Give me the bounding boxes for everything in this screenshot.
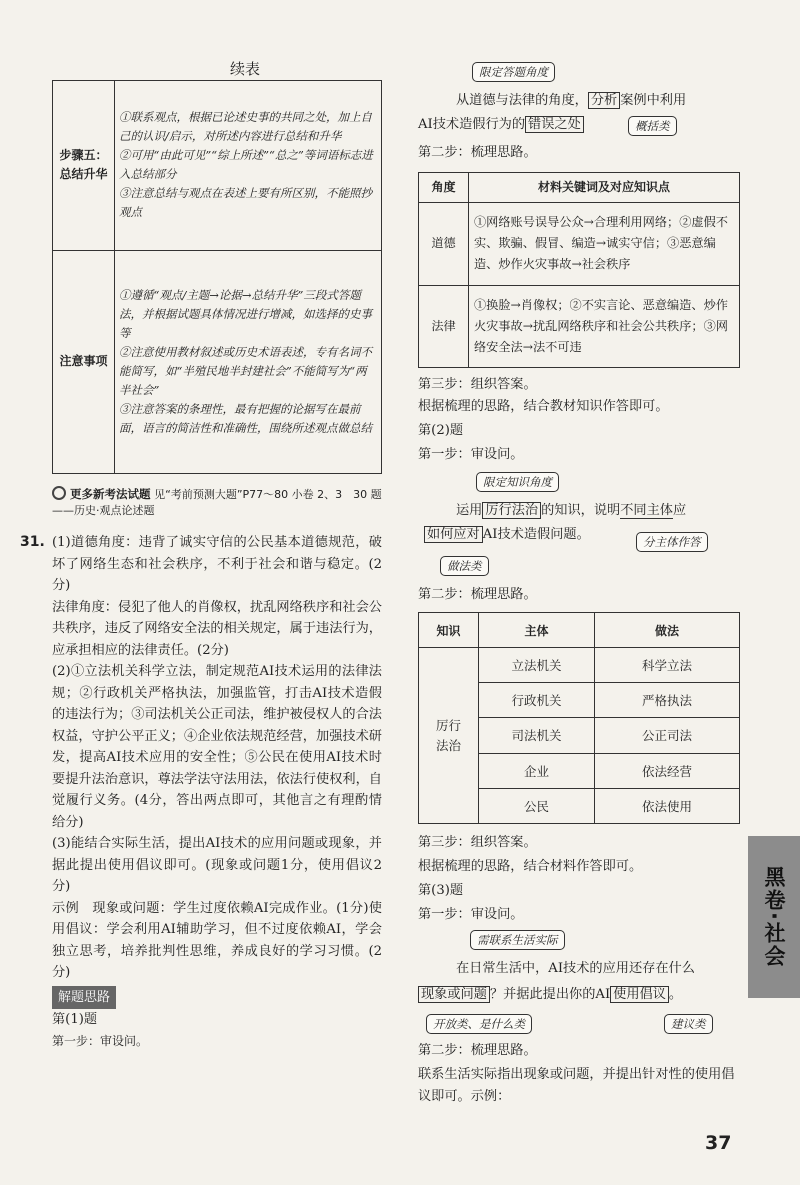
tag-method: 做法类 xyxy=(440,556,489,576)
table-row: 法律 ①换脸→肖像权；②不实言论、恶意编造、炒作火灾事故→扰乱网络秩序和社会公共秩序；③网络安全法→法不可违 xyxy=(419,285,740,368)
q2-step1: 第一步：审设问。 xyxy=(418,447,524,462)
steps-table xyxy=(52,80,382,474)
solution-approach-header: 解题思路 xyxy=(52,984,382,1010)
q3-heading: 第(3)题 xyxy=(418,883,464,898)
q3-step2-text: 联系生活实际指出现象或问题，并提出针对性的使用倡议即可。示例： xyxy=(418,1067,735,1104)
q2-step3-text: 根据梳理的思路，结合材料作答即可。 xyxy=(418,859,643,874)
q3-stem-2: 现象或问题 ？并据此提出你的AI 使用倡议 。 xyxy=(418,984,682,1006)
q1-step3-text: 根据梳理的思路，结合教材知识作答即可。 xyxy=(418,399,669,414)
q1-step3: 第三步：组织答案。 xyxy=(418,377,537,392)
q2-stem: 运用 厉行法治 的知识，说明不同主体应 xyxy=(456,503,687,518)
table-row: 厉行法治 立法机关 科学立法 xyxy=(419,648,740,683)
side-tab: 黑卷·社会 xyxy=(748,836,800,998)
table-row xyxy=(53,81,382,251)
answer-block: 31. (1)道德角度：违背了诚实守信的公民基本道德规范，破坏了网络生态和社会秩序，不利于社会和谐与稳定。(2分) 法律角度：侵犯了他人的肖像权，扰乱网络秩序和社会公共秩序，违反了网络安全法的相关规定，属于违法行为，应承担相应的法律责任。(2分) (2)①立法机关科学立法，制定规范AI技术运用的法律法规；②行政机关严格执法，加强监管，打击AI技术造假的违法行为；③司法机关公正司法，维护被侵权人的合法权益，守护公平正义；④企业依法规范经营，加强技术研发，提高AI技术应用的安全性；⑤公民在使用AI技术时要提升法治意识，尊法学法守法用法，依法行使权利，自觉履行义务。(4分，答出两点即可，其他言之有理酌情给分) (3)能结合实际生活，提出AI技术的应用问题或现象，并据此提出使用倡议即可。(现象或问题1分，使用倡议2分) 示例 现象或问题：学生过度依赖AI完成作业。(1分)使用倡议：学会利用AI辅助学习，但不过度依赖AI，学会独立思考，培养批判性思维，养成良好的学习习惯。(2分) 解题思路 第(1)题 第一步：审设问。 xyxy=(52,532,382,1052)
step5-label: 步骤五： 总结升华 xyxy=(53,81,115,251)
q2-step2: 第二步：梳理思路。 xyxy=(418,587,537,602)
table-row: 角度 材料关键词及对应知识点 xyxy=(419,173,740,203)
table-row xyxy=(53,250,382,473)
q3-step2: 第二步：梳理思路。 xyxy=(418,1043,537,1058)
tag-by-subject: 分主体作答 xyxy=(636,532,708,552)
tag-limit-knowledge: 限定知识角度 xyxy=(476,472,559,492)
q2-step3: 第三步：组织答案。 xyxy=(418,835,537,850)
keywords-table xyxy=(418,172,740,368)
table-row: 行政机关 严格执法 xyxy=(419,683,740,718)
tag-suggest: 建议类 xyxy=(664,1014,713,1034)
q3-stem: 在日常生活中，AI技术的应用还存在什么 xyxy=(456,961,695,976)
notes-label: 注意事项 xyxy=(53,250,115,473)
tag-open: 开放类、是什么类 xyxy=(426,1014,532,1034)
notes-content: ①遵循“观点/主题→论据→总结升华”三段式答题法，并根据试题具体情况进行增减，如选择的史事等 ②注意使用教材叙述或历史术语表述，专有名词不能简写，如“半殖民地半封建社会”不能简写为“两半社会” ③注意答案的条理性，最有把握的论据写在最前面，语言的简洁性和准确性，围绕所述观点做总结 xyxy=(115,250,382,473)
table-row: 道德 ①网络账号误导公众→合理利用网络；②虚假不实、欺骗、假冒、编造→诚实守信；③恶意编造、炒作火灾事故→社会秩序 xyxy=(419,203,740,286)
continued-label: 续表 xyxy=(230,60,261,78)
tag-summary: 概括类 xyxy=(628,116,677,136)
page-number: 37 xyxy=(705,1132,732,1154)
q2-heading: 第(2)题 xyxy=(418,423,464,438)
q1-stem-2: AI技术造假行为的 错误之处 xyxy=(418,114,584,136)
question-number: 31. xyxy=(20,534,45,550)
table-row: 公民 依法使用 xyxy=(419,788,740,823)
table-row: 知识 主体 做法 xyxy=(419,613,740,648)
q1-step2: 第二步：梳理思路。 xyxy=(418,145,537,160)
link-icon xyxy=(49,483,69,503)
step5-content: ①联系观点，根据已论述史事的共同之处，加上自己的认识/启示，对所述内容进行总结和升华 ②可用“由此可见”“综上所述”“总之”等词语标志进入总结部分 ③注意总结与观点在表述上要有所区别，不能照抄观点 xyxy=(115,81,382,251)
more-questions-note: 更多新考法试题 见“考前预测大题”P77～80 小卷 2、3 30 题——历史·观点论述题 xyxy=(52,486,382,518)
q3-step1: 第一步：审设问。 xyxy=(418,907,524,922)
subjects-table xyxy=(418,612,740,824)
tag-life: 需联系生活实际 xyxy=(470,930,565,950)
table-row: 司法机关 公正司法 xyxy=(419,718,740,753)
tag-limit-angle: 限定答题角度 xyxy=(472,62,555,82)
q1-stem: 从道德与法律的角度， 分析 案例中利用 xyxy=(456,93,687,108)
table-row: 企业 依法经营 xyxy=(419,753,740,788)
q2-stem-2: 如何应对 AI技术造假问题。 xyxy=(424,524,590,546)
q1-step1: 第一步：审设问。 xyxy=(52,1033,149,1048)
q1-heading: 第(1)题 xyxy=(52,1012,98,1027)
